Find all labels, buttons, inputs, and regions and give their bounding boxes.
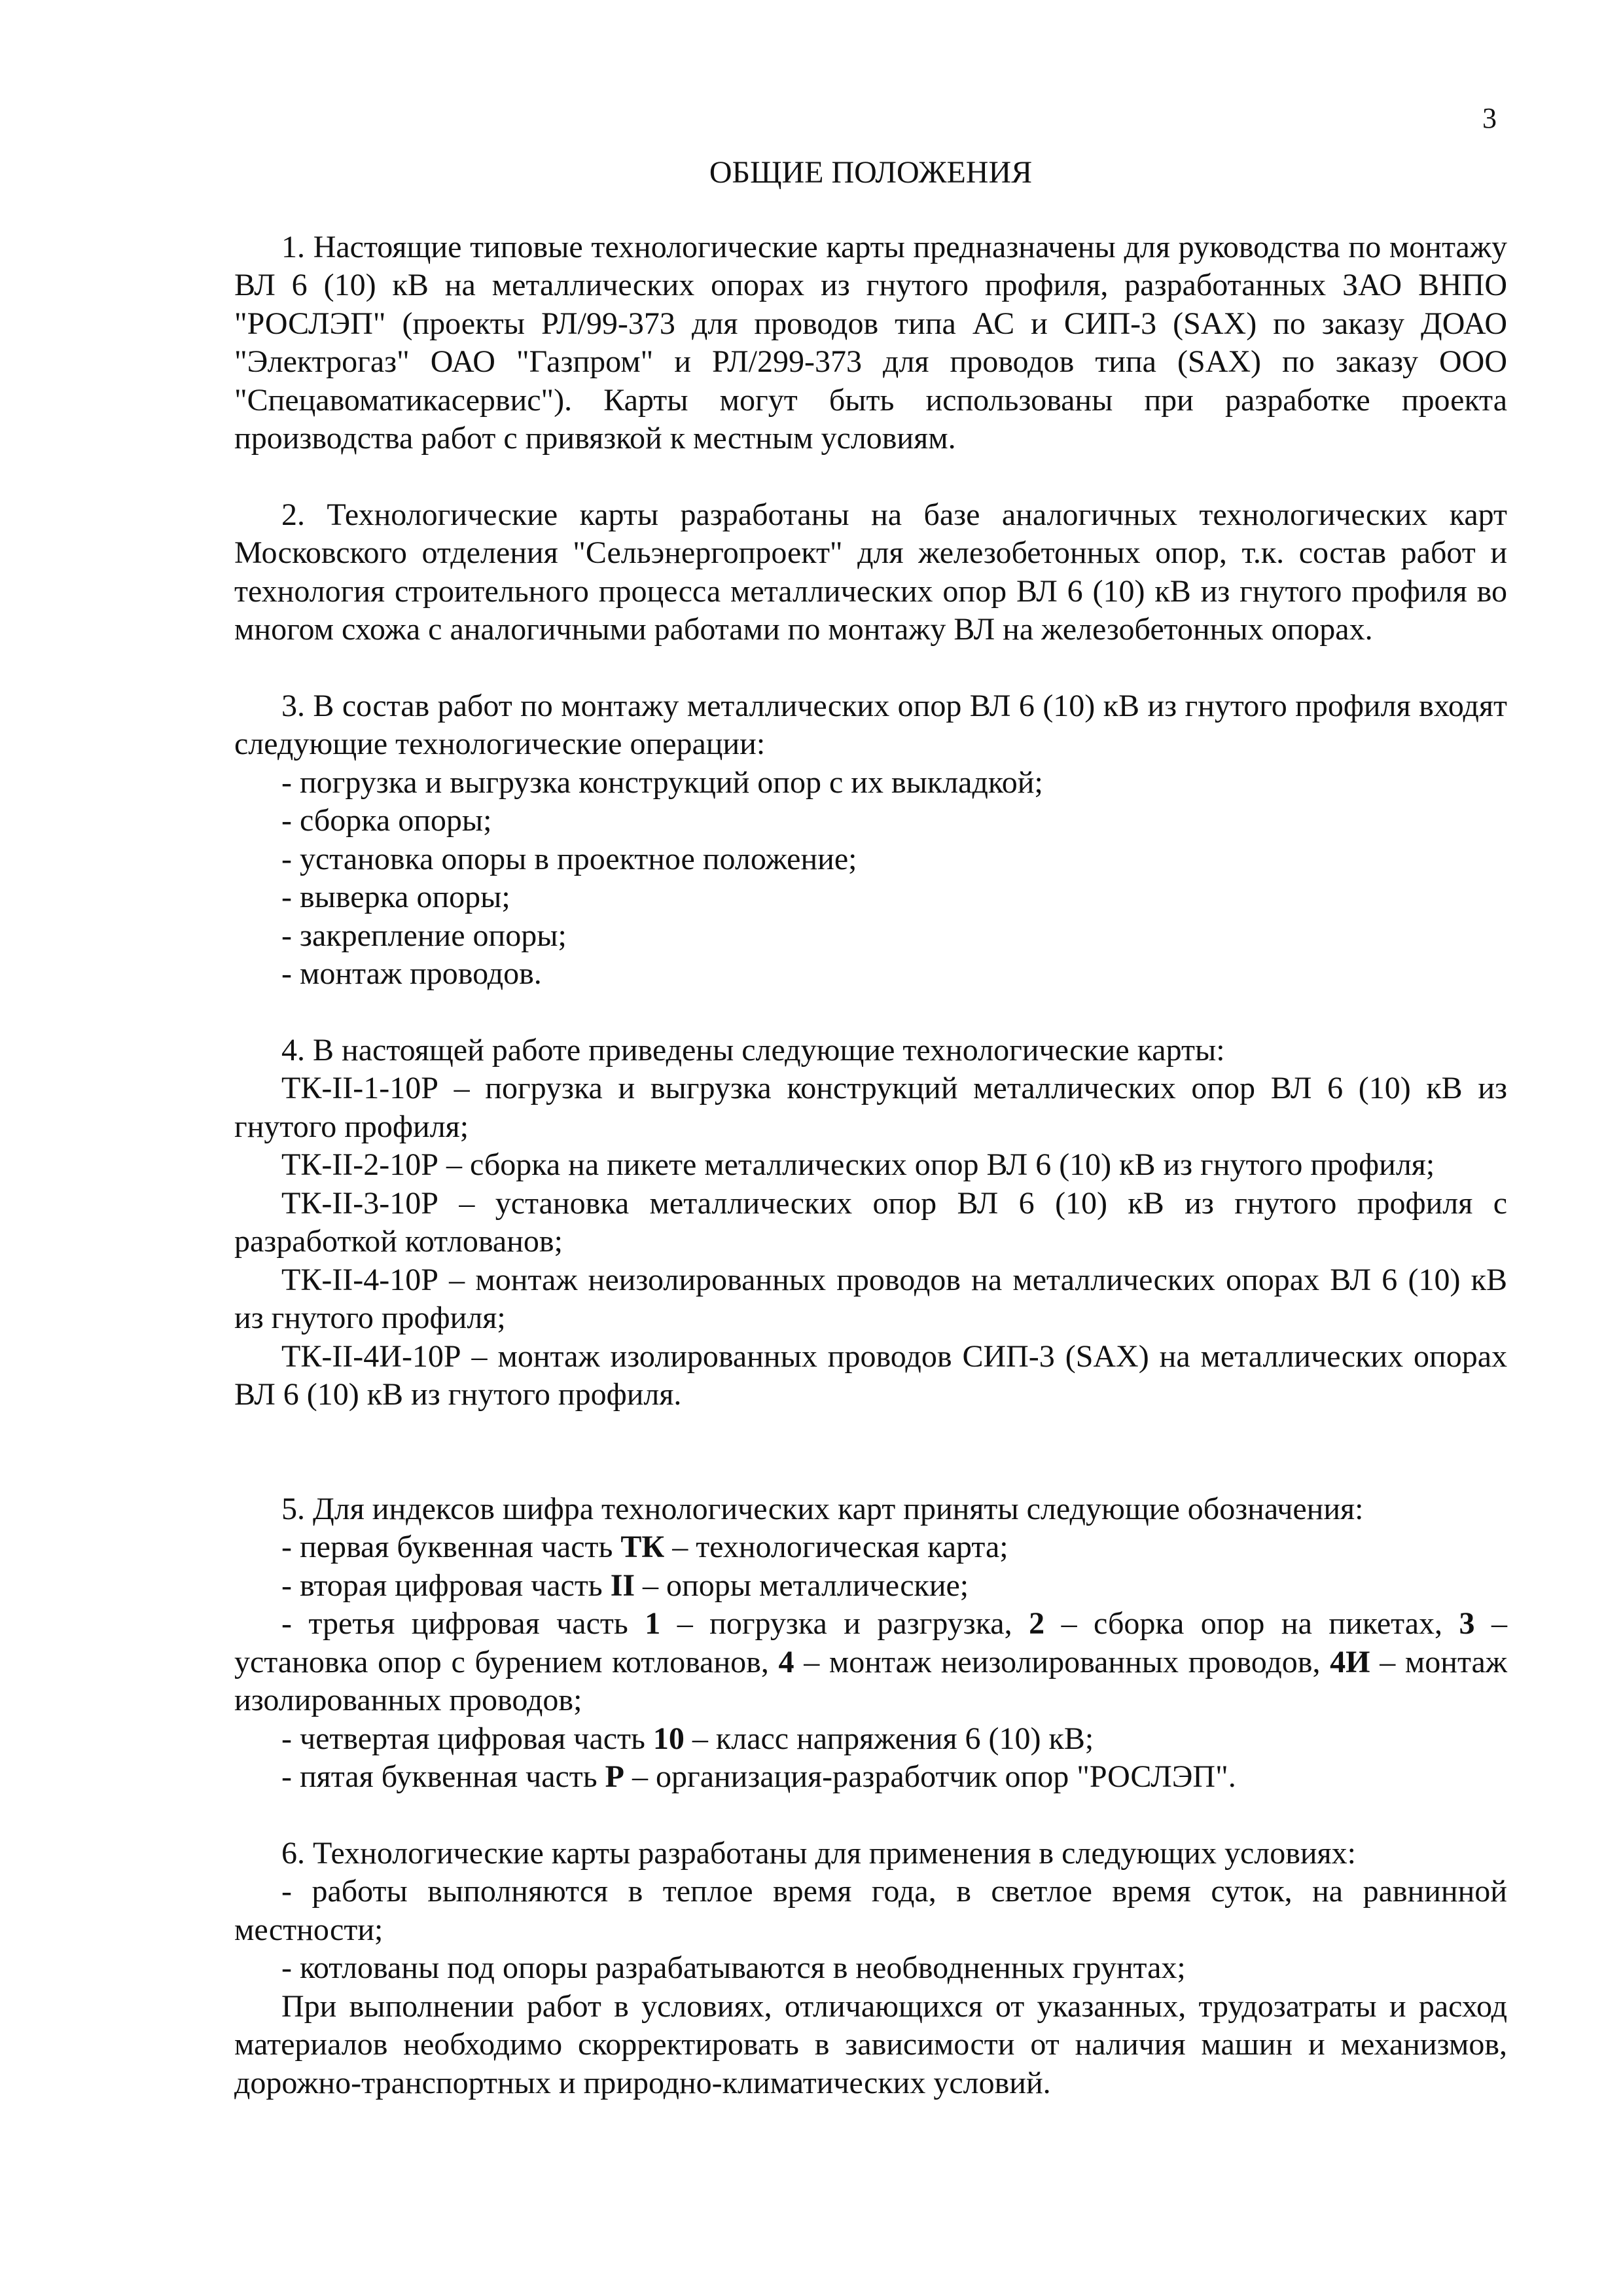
document-body xyxy=(234,154,1507,2102)
card-item: ТК-II-4-10Р – монтаж неизолированных проводов на металлических опорах ВЛ 6 (10) кВ из гнутого профиля; xyxy=(234,1262,1507,1335)
code-item-2: - вторая цифровая часть II – опоры металлические; xyxy=(281,1568,969,1603)
list-item: - выверка опоры; xyxy=(281,880,510,914)
section-4-intro: 4. В настоящей работе приведены следующие технологические карты: xyxy=(281,1032,1225,1067)
list-item: - сборка опоры; xyxy=(281,803,492,838)
list-item: - закрепление опоры; xyxy=(281,918,567,953)
card-item: ТК-II-4И-10Р – монтаж изолированных проводов СИП-3 (SAX) на металлических опорах ВЛ 6 (10) кВ из гнутого профиля. xyxy=(234,1338,1507,1412)
code-item-3: - третья цифровая часть 1 – погрузка и разгрузка, 2 – сборка опор на пикетах, 3 – установка опор с бурением котлованов, 4 – монтаж неизолированных проводов, 4И – монтаж изолированных проводов; xyxy=(234,1606,1508,1717)
code-item-5: - пятая буквенная часть Р – организация-разработчик опор "РОСЛЭП". xyxy=(281,1759,1236,1794)
section-1-paragraph: 1. Настоящие типовые технологические карты предназначены для руководства по монтажу ВЛ 6 (10) кВ на металлических опорах из гнутого профиля, разработанных ЗАО ВНПО "РОСЛЭП" (проекты РЛ/99-373 для проводов типа АС и СИП-3 (SAX) по заказу ДОАО "Электрогаз" ОАО "Газпром" и РЛ/299-373 для проводов типа (SAX) по заказу ООО "Спецавоматикасервис"). Карты могут быть использованы при разработке проекта производства работ с привязкой к местным условиям. xyxy=(234,229,1507,456)
card-item: ТК-II-2-10Р – сборка на пикете металлических опор ВЛ 6 (10) кВ из гнутого профиля; xyxy=(281,1147,1435,1182)
condition-item: - работы выполняются в теплое время года, в светлое время суток, на равнинной местности; xyxy=(234,1874,1507,1947)
list-item: - установка опоры в проектное положение; xyxy=(281,841,857,876)
code-item-1: - первая буквенная часть ТК – технологическая карта; xyxy=(281,1530,1008,1564)
condition-item: - котлованы под опоры разрабатываются в необводненных грунтах; xyxy=(281,1950,1186,1985)
page-number: 3 xyxy=(1482,102,1497,134)
section-2-paragraph: 2. Технологические карты разработаны на базе аналогичных технологических карт Московского отделения "Сельэнергопроект" для железобетонных опор, т.к. состав работ и технология строительного процесса металлических опор ВЛ 6 (10) кВ из гнутого профиля во многом схожа с аналогичными работами по монтажу ВЛ на железобетонных опорах. xyxy=(234,497,1507,647)
page-title: ОБЩИЕ ПОЛОЖЕНИЯ xyxy=(709,155,1033,190)
section-6-note: При выполнении работ в условиях, отличающихся от указанных, трудозатраты и расход материалов необходимо скорректировать в зависимости от наличия машин и механизмов, дорожно-транспортных и природно-климатических условий. xyxy=(234,1988,1507,2100)
list-item: - монтаж проводов. xyxy=(281,956,542,991)
section-6-intro: 6. Технологические карты разработаны для применения в следующих условиях: xyxy=(281,1835,1356,1871)
section-5-intro: 5. Для индексов шифра технологических карт приняты следующие обозначения: xyxy=(281,1491,1364,1526)
card-item: ТК-II-1-10Р – погрузка и выгрузка конструкций металлических опор ВЛ 6 (10) кВ из гнутого профиля; xyxy=(234,1071,1507,1144)
card-item: ТК-II-3-10Р – установка металлических опор ВЛ 6 (10) кВ из гнутого профиля с разработкой котлованов; xyxy=(234,1185,1507,1259)
code-item-4: - четвертая цифровая часть 10 – класс напряжения 6 (10) кВ; xyxy=(281,1721,1094,1756)
section-3-intro: 3. В состав работ по монтажу металлических опор ВЛ 6 (10) кВ из гнутого профиля входят следующие технологические операции: xyxy=(234,688,1507,761)
list-item: - погрузка и выгрузка конструкций опор с их выкладкой; xyxy=(281,764,1043,800)
